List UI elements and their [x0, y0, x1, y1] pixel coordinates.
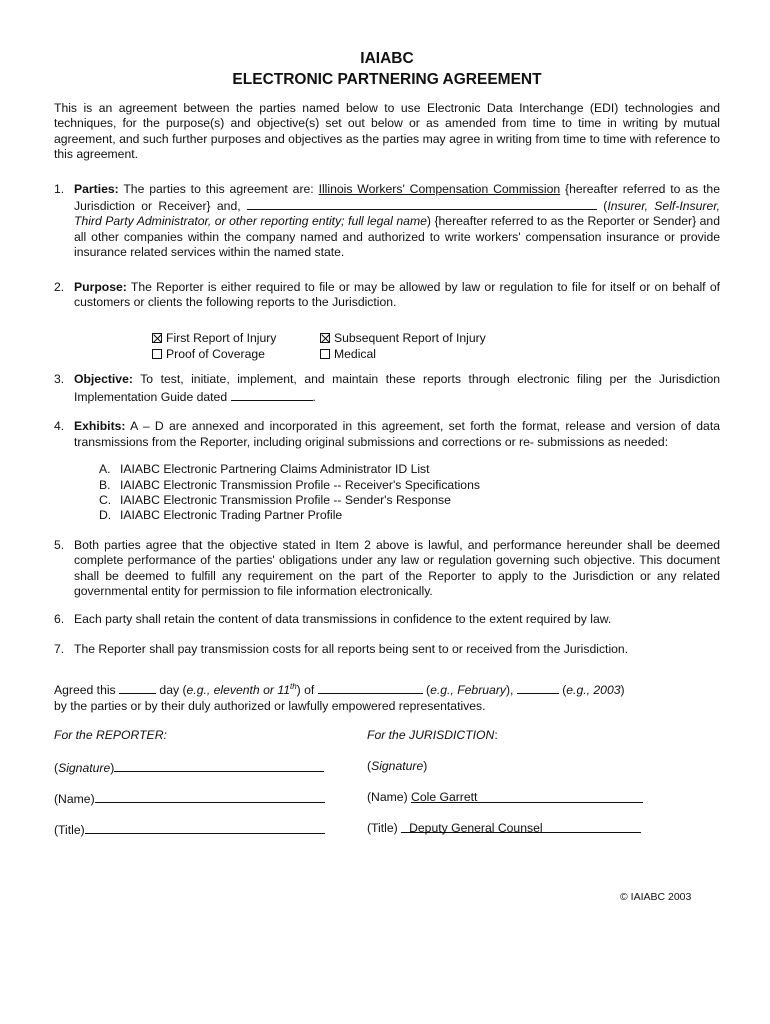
reporter-heading: For the REPORTER: [54, 728, 167, 743]
exhibit-list [99, 462, 720, 524]
name-label: (Name) [367, 790, 408, 805]
item-objective [54, 372, 720, 405]
list-item [99, 508, 720, 523]
agreed-text: day ( [156, 683, 187, 698]
item-confidence [54, 612, 720, 627]
title-row [54, 821, 720, 852]
exhibit-text: IAIABC Electronic Transmission Profile -- Receiver's Specifications [120, 477, 480, 492]
guide-date-blank[interactable] [231, 388, 313, 401]
jurisdiction-title-field [367, 821, 641, 836]
checkbox-empty-icon[interactable] [320, 349, 330, 359]
item-number: 5. [54, 537, 65, 552]
item-text: The Reporter is either required to file or may be allowed by law or regulation to file for itself or on behalf of customers or clients the following reports to the Jurisdiction. [74, 279, 720, 310]
item-number: 2. [54, 279, 65, 294]
agreed-line: by the parties or by their duly authorized or lawfully empowered representatives. [54, 698, 486, 713]
checkbox-checked-icon[interactable] [320, 333, 330, 343]
item-text: Both parties agree that the objective stated in Item 2 above is lawful, and performance hereunder shall be deemed complete performance of the parties' obligations under any law or regulation governing such objective. This document shall be deemed to fulfill any requirement on the part of the Reporter to apply to the Jurisdiction or any related governmental entity for permission to file information electronically. [74, 537, 720, 598]
item-text: ) {hereafter referred to as the Reporter or Sender} and all other companies within the company named and authorized to write workers' compensation insurance or provide insurance related services within the named state. [74, 214, 720, 260]
reporter-type-hint: Insurer, Self-Insurer, Third Party Administrator, or other reporting entity; full legal name [74, 199, 720, 229]
exhibit-letter: A. [99, 462, 111, 477]
year-hint: e.g., 2003 [566, 683, 621, 698]
day-hint [187, 683, 297, 697]
reporter-title [54, 821, 325, 838]
item-text: ( [596, 199, 608, 214]
jurisdiction-name-line[interactable] [411, 790, 643, 803]
jurisdiction-name-field [367, 790, 643, 805]
exhibit-letter: D. [99, 508, 112, 523]
agreed-line [54, 679, 720, 698]
agreed-text: ) of [296, 683, 318, 698]
reporter-name [54, 790, 325, 807]
agreed-text: ), [505, 683, 517, 698]
reporter-title-line[interactable] [85, 821, 325, 834]
item-parties [54, 182, 720, 261]
agreed-text: ( [558, 683, 567, 698]
agreed-text: ( [422, 683, 431, 698]
list-item [99, 462, 720, 477]
item-number: 6. [54, 612, 65, 627]
reporter-signature-line[interactable] [114, 759, 324, 772]
document-title: ELECTRONIC PARTNERING AGREEMENT [232, 71, 542, 88]
document-org-title: IAIABC [360, 50, 414, 67]
item-label: Objective: [74, 372, 133, 387]
jurisdiction-signer-name: Cole Garrett [411, 790, 478, 805]
item-label: Exhibits: [74, 419, 126, 434]
exhibit-text: IAIABC Electronic Transmission Profile -- Sender's Response [120, 492, 451, 507]
agreed-text: Agreed this [54, 683, 120, 698]
item-number: 7. [54, 641, 65, 656]
jurisdiction-heading [367, 728, 498, 743]
item-text: A – D are annexed and incorporated in this agreement, set forth the format, release and version of data transmissions from the Reporter, including original submissions and corrections or re- submissions as needed: [74, 419, 720, 449]
checkbox-proof-of-coverage[interactable] [152, 347, 265, 362]
year-blank[interactable] [517, 681, 559, 694]
reporter-signature: (Signature) [54, 759, 324, 776]
title-label: (Title) [54, 823, 85, 838]
checkbox-medical[interactable] [320, 347, 376, 362]
heading-colon: : [494, 728, 498, 743]
exhibit-text: IAIABC Electronic Trading Partner Profile [120, 508, 343, 523]
signature-label: Signature [58, 761, 111, 776]
jurisdiction-name: Illinois Workers' Compensation Commission [318, 181, 561, 196]
agreement-page [54, 48, 720, 852]
jurisdiction-signer-title: Deputy General Counsel [409, 821, 543, 836]
item-purpose [54, 280, 720, 311]
day-hint-text: e.g., eleventh or 11 [186, 683, 290, 698]
name-row [54, 790, 720, 821]
month-hint: e.g., February [430, 683, 506, 698]
item-text: To test, initiate, implement, and maintain these reports through electronic filing per the Jurisdiction Implementation Guide dated [74, 372, 720, 404]
jurisdiction-heading-text: For the JURISDICTION [367, 728, 495, 743]
exhibit-letter: B. [99, 477, 111, 492]
checkbox-label: Medical [334, 347, 376, 362]
checkbox-checked-icon[interactable] [152, 333, 162, 343]
list-item [99, 493, 720, 508]
name-label: (Name) [54, 792, 95, 807]
agreed-paragraph [54, 679, 720, 714]
checkbox-label: Subsequent Report of Injury [334, 331, 486, 346]
signature-headings [54, 728, 720, 759]
item-text: The parties to this agreement are: [118, 181, 319, 196]
item-costs [54, 642, 720, 657]
ordinal-suffix: th [289, 682, 297, 692]
reporter-name-blank[interactable] [247, 197, 597, 210]
item-label: Parties: [74, 181, 119, 196]
signature-row [54, 759, 720, 790]
day-blank[interactable] [119, 681, 156, 694]
checkbox-subsequent-report[interactable] [320, 331, 486, 346]
title-label: (Title) [367, 821, 398, 836]
intro-paragraph: This is an agreement between the parties named below to use Electronic Data Interchange (EDI) technologies and techniques, for the purpose(s) and objective(s) set out below or as amended from time to time in writing by mutual agreement, and such further purposes and objectives as the parties may agree in writing from time to time with reference to this agreement. [54, 101, 720, 162]
item-text: The Reporter shall pay transmission costs for all reports being sent to or received from the Jurisdiction. [74, 641, 629, 656]
list-item [99, 478, 720, 493]
jurisdiction-title-line[interactable] [401, 821, 641, 836]
item-exhibits [54, 419, 720, 450]
reporter-name-line[interactable] [95, 790, 325, 803]
agreed-text: ) [620, 683, 625, 698]
exhibit-text: IAIABC Electronic Partnering Claims Administrator ID List [120, 462, 430, 477]
item-text: . [312, 389, 316, 404]
checkbox-label: First Report of Injury [166, 331, 277, 346]
report-checkboxes [54, 331, 720, 367]
month-blank[interactable] [318, 681, 423, 694]
exhibit-letter: C. [99, 492, 112, 507]
item-text: {hereafter referred to as the Jurisdiction or Receiver} and, [74, 181, 720, 214]
copyright-notice: © IAIABC 2003 [620, 891, 692, 903]
item-label: Purpose: [74, 279, 127, 294]
item-number: 4. [54, 419, 65, 434]
checkbox-label: Proof of Coverage [166, 347, 265, 362]
item-lawful [54, 538, 720, 600]
checkbox-empty-icon[interactable] [152, 349, 162, 359]
checkbox-first-report[interactable] [152, 331, 276, 346]
signature-block [54, 728, 720, 852]
item-text: Each party shall retain the content of data transmissions in confidence to the extent required by law. [74, 612, 612, 627]
jurisdiction-signature: (Signature) [367, 759, 428, 774]
item-number: 1. [54, 181, 65, 196]
item-number: 3. [54, 372, 65, 387]
signature-label: Signature [371, 759, 424, 774]
